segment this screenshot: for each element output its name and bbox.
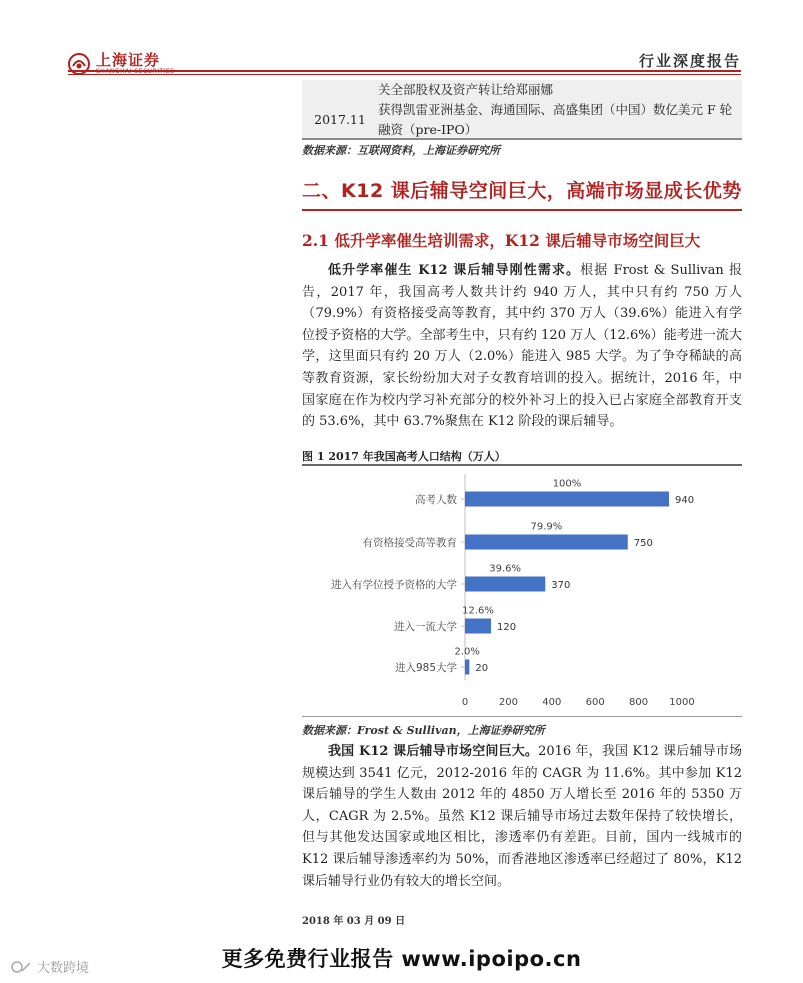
chart-category-label: 高考人数 bbox=[415, 494, 457, 506]
chart-value-label: 750 bbox=[633, 538, 653, 549]
chart-category-label: 有资格接受高等教育 bbox=[362, 537, 457, 549]
chart-category-label: 进入有学位授予资格的大学 bbox=[331, 579, 457, 591]
paragraph-body: 2016 年，我国 K12 课后辅导市场规模达到 3541 亿元，2012-2016 年的 CAGR 为 11.6%。其中参加 K12 课后辅导的学生人数由 2012 年的 4850 万人增长至 2016 年的 5350 万人，CAGR 为 2.5%。虽然 K12 课后辅导市场过去数年保持了较快增长，但与其他发达国家或地区相比，渗透率仍有差距。目前，国内一线城市的 K12 课后辅导渗透率约为 50%，而香港地区渗透率已经超过了 80%，K12 课后辅导行业仍有较大的增长空间。 bbox=[302, 744, 742, 889]
watermark-text: 大数跨境 bbox=[37, 961, 90, 976]
chart-value-label: 370 bbox=[551, 580, 571, 591]
header-divider bbox=[68, 70, 741, 72]
figure-title: 图 1 2017 年我国高考人口结构（万人） bbox=[302, 450, 506, 463]
chart-value-label: 120 bbox=[497, 622, 517, 633]
chart-x-tick-label: 200 bbox=[498, 697, 518, 708]
chart-percent-label: 39.6% bbox=[489, 563, 522, 575]
subsection-heading: 2.1 低升学率催生培训需求，K12 课后辅导市场空间巨大 bbox=[302, 231, 701, 250]
chart-percent-label: 100% bbox=[552, 478, 582, 490]
paragraph-lead: 低升学率催生 K12 课后辅导刚性需求。 bbox=[328, 263, 581, 278]
figure-source-note: 数据来源：Frost & Sullivan，上海证券研究所 bbox=[302, 724, 545, 737]
chart-x-tick-label: 400 bbox=[542, 697, 562, 708]
chart-bar bbox=[465, 660, 469, 675]
header-divider-thin bbox=[68, 74, 741, 75]
body-paragraph-2 bbox=[302, 741, 742, 892]
chart-bar bbox=[465, 492, 669, 507]
chart-percent-label: 12.6% bbox=[462, 605, 494, 617]
table-cell-date: 2017.11 bbox=[314, 112, 366, 127]
table-source-note: 数据来源：互联网资料，上海证券研究所 bbox=[302, 144, 500, 157]
chart-category-label: 进入985大学 bbox=[394, 662, 457, 674]
table-cell-event: 获得凯雷亚洲基金、海通国际、高盛集团（中国）数亿美元 F 轮融资（pre-IPO） bbox=[378, 102, 733, 137]
population-bar-chart bbox=[302, 468, 742, 714]
paragraph-body: 根据 Frost & Sullivan 报告，2017 年，我国高考人数共计约 940 万人，其中只有约 750 万人（79.9%）有资格接受高等教育，其中约 370 万人（39.6%）能进入有学位授予资格的大学。全部考生中，只有约 120 万人（12.6%）能考进一流大学，这里面只有约 20 万人（2.0%）能进入 985 大学。为了争夺稀缺的高等教育资源，家长纷纷加大对子女教育培训的投入。据统计，2016 年，中国家庭在作为校内学习补充部分的校外补习上的投入已占家庭全部教育开支的 53.6%，其中 63.7%聚焦在 K12 阶段的课后辅导。 bbox=[302, 263, 742, 430]
table-row bbox=[302, 100, 742, 140]
chart-bar bbox=[465, 619, 491, 634]
logo-text: 上海证券 bbox=[96, 51, 161, 69]
watermark bbox=[10, 957, 89, 976]
table-cell-event: 关全部股权及资产转让给郑丽娜 bbox=[378, 82, 554, 97]
history-table-fragment bbox=[302, 80, 742, 140]
table-row bbox=[302, 80, 742, 100]
company-logo bbox=[68, 52, 175, 76]
chart-x-tick-label: 1000 bbox=[669, 697, 695, 708]
figure-bottom-rule bbox=[302, 716, 742, 717]
body-paragraph-1 bbox=[302, 260, 742, 433]
section-heading-rule bbox=[302, 209, 742, 211]
chart-percent-label: 79.9% bbox=[530, 521, 563, 533]
figure-top-rule bbox=[302, 464, 742, 466]
report-type-label: 行业深度报告 bbox=[638, 52, 741, 70]
chart-x-tick-label: 600 bbox=[585, 697, 605, 708]
chart-bar bbox=[465, 535, 628, 550]
section-heading: 二、K12 课后辅导空间巨大，高端市场显成长优势 bbox=[302, 180, 742, 202]
chart-value-label: 940 bbox=[674, 495, 695, 506]
table-cell-date bbox=[302, 80, 378, 100]
paragraph-lead: 我国 K12 课后辅导市场空间巨大。 bbox=[328, 744, 539, 759]
chart-value-label: 20 bbox=[475, 663, 489, 674]
watermark-logo-icon bbox=[10, 959, 34, 975]
logo-subtext: SHANGHAI SECURITIES bbox=[96, 68, 175, 75]
promo-banner: 更多免费行业报告 www.ipoipo.cn bbox=[221, 947, 582, 971]
chart-category-label: 进入一流大学 bbox=[394, 621, 457, 633]
chart-x-tick-label: 800 bbox=[629, 697, 649, 708]
report-date: 2018 年 03 月 09 日 bbox=[302, 916, 406, 927]
chart-bar bbox=[465, 577, 545, 592]
chart-percent-label: 2.0% bbox=[454, 646, 480, 658]
chart-x-tick-label: 0 bbox=[461, 697, 469, 708]
table-bottom-rule bbox=[302, 138, 742, 140]
